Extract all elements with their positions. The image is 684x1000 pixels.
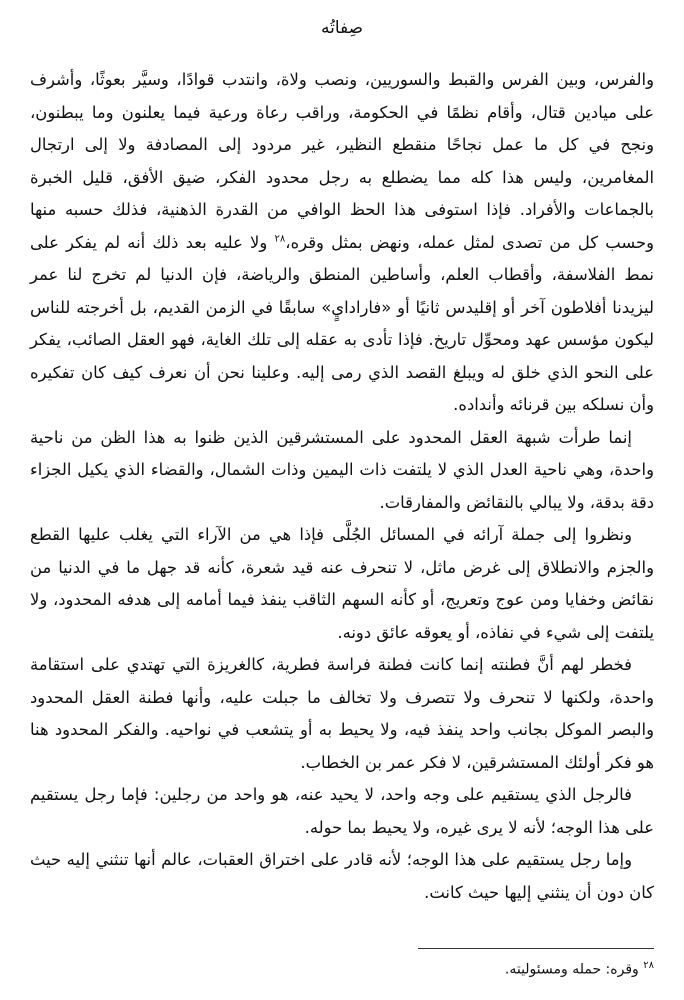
paragraph-1-text: والفرس، وبين الفرس والقبط والسوريين، ونصب ولاة، وانتدب قوادًا، وسيَّر بعوثًا، وأشرف على ميادين قتال، وأقام نظمًا في الحكومة، وراقب رعاة ورعية فيما يعلنون وما يبطنون، ونجح في كل ما عمل نجاحًا منقطع النظير، غير مردود إلى المصادفة ولا إلى ارتجال المغامرين، وليس هذا كله مما يضطلع به رجل محدود الفكر، ضيق الأفق، قليل الخبرة بالجماعات والأفراد. فإذا استوفى هذا الحظ الوافي من القدرة الذهنية، فذلك حسبه منها وحسب كل من تصدى لمثل عمله، ونهض بمثل وقره،: [30, 70, 654, 252]
running-header: صِفاتُه: [320, 18, 364, 38]
paragraph-1: [30, 64, 654, 422]
footnote-reference[interactable]: ٢٨: [274, 233, 286, 245]
footnote-divider: [418, 948, 654, 949]
paragraph-4: فخطر لهم أنَّ فطنته إنما كانت فطنة فراسة فطرية، كالغريزة التي تهتدي على استقامة واحدة، ولكنها لا تنحرف ولا تتصرف ولا تخالف ما جبلت عليه، وأنها فطنة العقل المحدود والبصر الموكل بجانب واحد ينفذ فيه، ولا يحيط به أو يتشعب في نواحيه. والفكر المحدود هنا هو فكر أولئك المستشرقين، لا فكر عمر بن الخطاب.: [30, 655, 654, 772]
paragraph-2: إنما طرأت شبهة العقل المحدود على المستشرقين الذين ظنوا به هذا الظن من ناحية واحدة، وهي ناحية العدل الذي لا يلتفت ذات اليمين وذات الشمال، والقضاء الذي يكيل الجزاء دقة بدقة، ولا يبالي بالنقائض والمفارقات.: [30, 427, 654, 512]
paragraph-6: وإما رجل يستقيم على هذا الوجه؛ لأنه قادر على اختراق العقبات، عالم أنها تنثني إليه حيث كان دون أن ينثني إليها حيث كانت.: [30, 850, 654, 902]
footnote: [254, 955, 654, 981]
paragraph-5: فالرجل الذي يستقيم على وجه واحد، لا يحيد عنه، هو واحد من رجلين: فإما رجل يستقيم على هذا الوجه؛ لأنه لا يرى غيره، ولا يحيط بما حوله.: [30, 785, 654, 837]
paragraph-1-continuation: ولا عليه بعد ذلك أنه لم يفكر على نمط الفلاسفة، وأقطاب العلم، وأساطين المنطق والرياضة، فإن الدنيا لم تخرج لنا عمر ليزيدنا أفلاطون آخر أو إقليدس ثانيًا أو «فارادايٍ» سابقًا في الزمن القديم، بل أخرجته للناس ليكون مؤسس عهد ومحوِّل تاريخ. فإذا تأدى به عقله إلى تلك الغاية، فهو العقل الصائب، يفكر على النحو الذي خلق له ويبلغ القصد الذي رمى إليه. وعلينا نحن أن نعرف كيف كان تفكيره وأن نسلكه بين قرنائه وأنداده.: [30, 232, 654, 414]
footnote-text: وقره: حمله ومسئوليته.: [504, 961, 639, 978]
footnote-number: ٢٨: [643, 960, 654, 971]
paragraph-3: ونظروا إلى جملة آرائه في المسائل الجُلَّى فإذا هي من الآراء التي يغلب عليها القطع والجزم والانطلاق إلى غرض ماثل، لا تنحرف عنه قيد شعرة، كأنه قد جهل ما في الدنيا من نقائض وخفايا ومن عوج وتعريج، أو كأنه السهم الثاقب ينفذ فيما أمامه إلى هدفه المحدود، ولا يلتفت إلى شيء في نفاذه، أو يعوقه عائق دونه.: [30, 525, 654, 642]
page-body: [30, 64, 654, 909]
